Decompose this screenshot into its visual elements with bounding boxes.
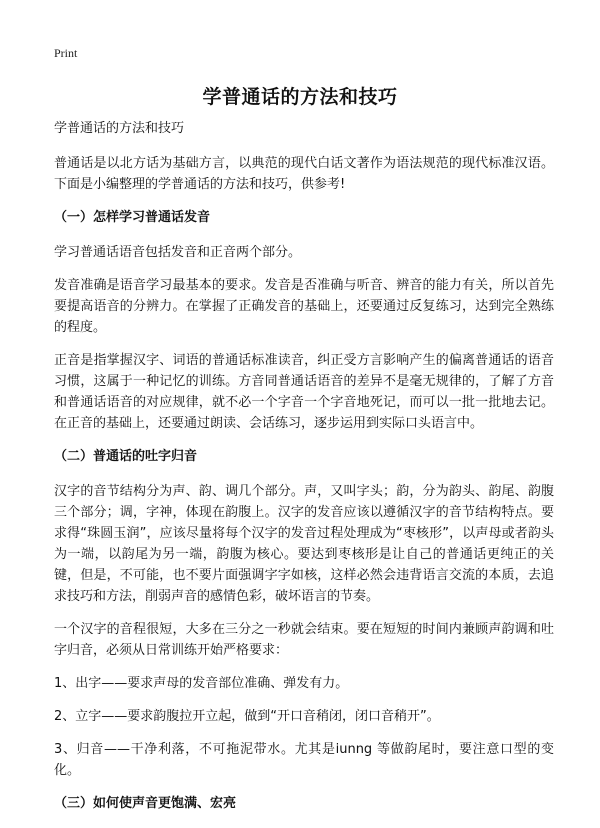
paragraph: 发音准确是语音学习最基本的要求。发音是否准确与听音、辨音的能力有关，所以首先要提高语音的分辨力。在掌握了正确发音的基础上，还要通过反复练习，达到完全熟练的程度。 bbox=[54, 278, 554, 335]
list-item: 1、出字——要求声母的发音部位准确、弹发有力。 bbox=[54, 676, 349, 691]
document-subtitle: 学普通话的方法和技巧 bbox=[54, 121, 185, 136]
print-label: Print bbox=[54, 46, 78, 60]
list-item: 3、归音——干净利落，不可拖泥带水。尤其是iunng 等做韵尾时，要注意口型的变化。 bbox=[54, 742, 554, 778]
intro-paragraph: 普通话是以北方话为基础方言，以典范的现代白话文著作为语法规范的现代标准汉语。下面是小编整理的学普通话的方法和技巧，供参考! bbox=[54, 156, 554, 192]
section-heading-articulation: （二）普通话的吐字归音 bbox=[54, 449, 198, 464]
section-heading-pronunciation: （一）怎样学习普通话发音 bbox=[54, 210, 211, 225]
paragraph: 一个汉字的音程很短，大多在三分之一秒就会结束。要在短短的时间内兼顾声韵调和吐字归音，必须从日常训练开始严格要求： bbox=[54, 622, 554, 658]
paragraph: 学习普通话语音包括发音和正音两个部分。 bbox=[54, 245, 302, 260]
document-title: 学普通话的方法和技巧 bbox=[202, 86, 398, 108]
document-body bbox=[54, 118, 554, 828]
section-heading-voice: （三）如何使声音更饱满、宏亮 bbox=[54, 796, 237, 811]
list-item: 2、立字——要求韵腹拉开立起，做到“开口音稍闭，闭口音稍开”。 bbox=[54, 709, 440, 724]
paragraph: 正音是指掌握汉字、词语的普通话标准读音，纠正受方言影响产生的偏离普通话的语音习惯，这属于一种记忆的训练。方音同普通话语音的差异不是毫无规律的，了解了方音和普通话语音的对应规律，就不必一个字音一个字音地死记，而可以一批一批地去记。在正音的基础上，还要通过朗读、会话练习，逐步运用到实际口头语言中。 bbox=[54, 353, 554, 431]
paragraph: 汉字的音节结构分为声、韵、调几个部分。声，又叫字头；韵，分为韵头、韵尾、韵腹三个部分；调，字神，体现在韵腹上。汉字的发音应该以遵循汉字的音节结构特点。要求得“珠圆玉润”，应该尽量将每个汉字的发音过程处理成为“枣核形”，以声母或者韵头为一端，以韵尾为另一端，韵腹为核心。要达到枣核形是让自己的普通话更纯正的关键，但是，不可能，也不要片面强调字字如核，这样必然会违背语言交流的本质，去追求技巧和方法，削弱声音的感情色彩，破坏语言的节奏。 bbox=[54, 484, 554, 604]
